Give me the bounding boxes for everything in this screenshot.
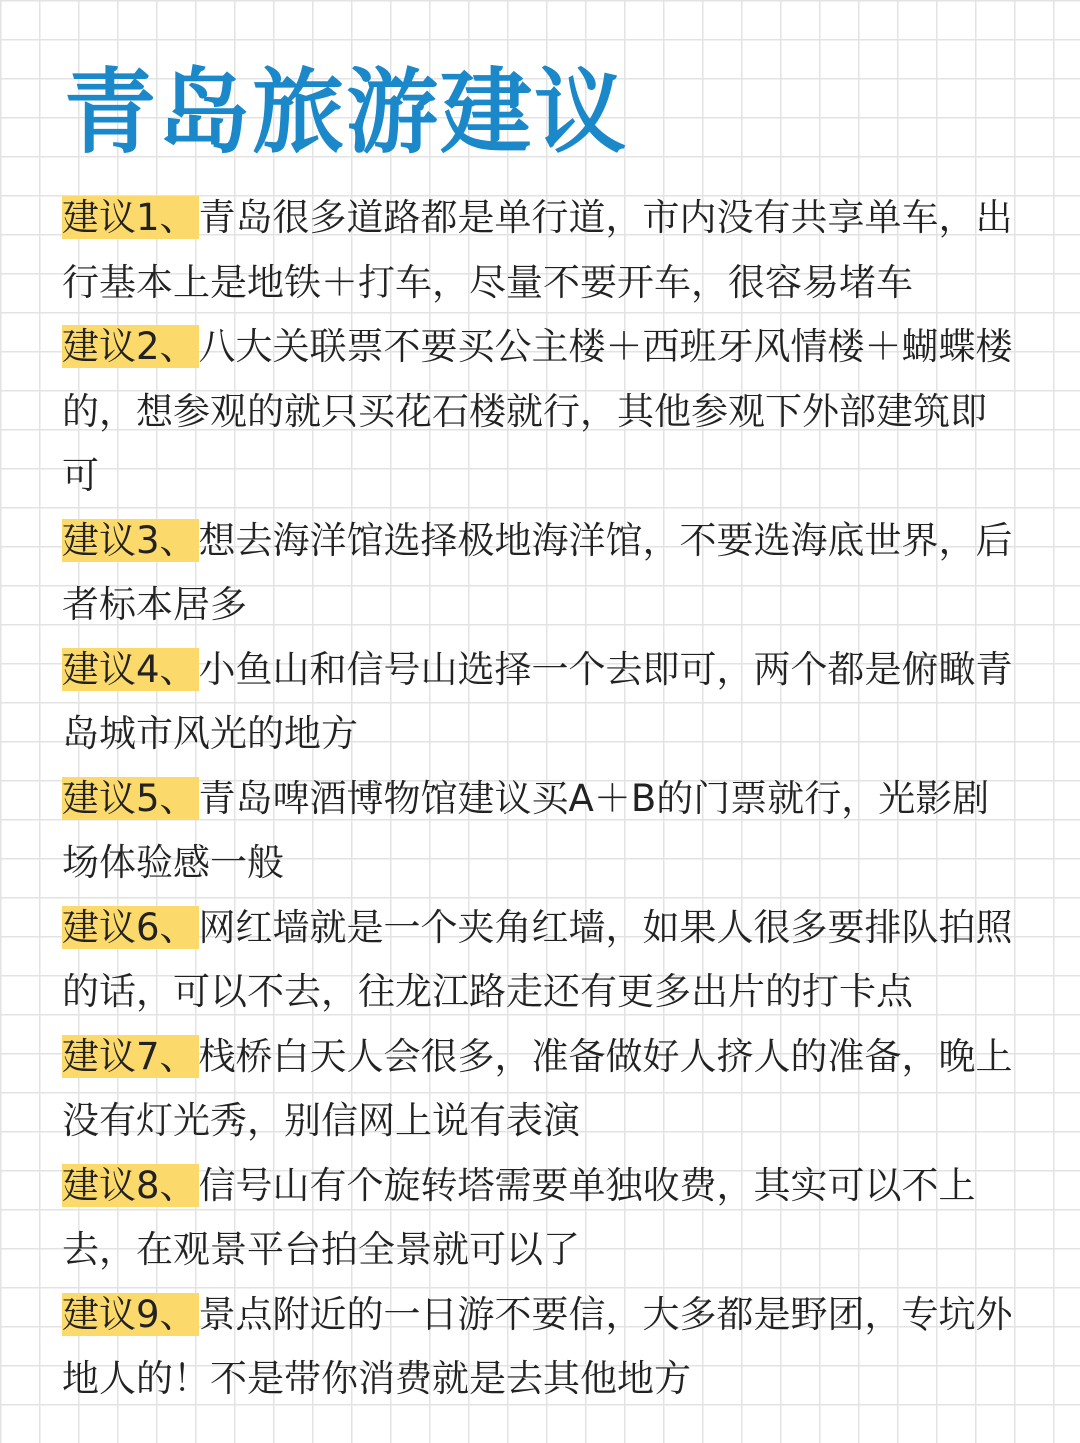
tip-item-5: [62, 767, 1022, 896]
tip-text: 想去海洋馆选择极地海洋馆，不要选海底世界，后者标本居多: [62, 518, 1013, 626]
tip-label: 建议5、: [62, 776, 197, 820]
tips-list: [62, 186, 1022, 1412]
tip-item-7: [62, 1025, 1022, 1154]
tip-text: 信号山有个旋转塔需要单独收费，其实可以不上去，在观景平台拍全景就可以了: [62, 1163, 976, 1271]
tip-item-4: [62, 638, 1022, 767]
tip-item-9: [62, 1283, 1022, 1412]
tip-label: 建议8、: [62, 1163, 197, 1207]
tip-text: 栈桥白天人会很多，准备做好人挤人的准备，晚上没有灯光秀，别信网上说有表演: [62, 1034, 1013, 1142]
tip-label: 建议9、: [62, 1292, 197, 1336]
tip-text: 景点附近的一日游不要信，大多都是野团，专坑外地人的！不是带你消费就是去其他地方: [62, 1292, 1013, 1400]
page-title: 青岛旅游建议: [64, 59, 629, 166]
tip-text: 青岛很多道路都是单行道，市内没有共享单车，出行基本上是地铁＋打车，尽量不要开车，很容易堵车: [62, 196, 1013, 304]
tip-text: 小鱼山和信号山选择一个去即可，两个都是俯瞰青岛城市风光的地方: [62, 647, 1013, 755]
tip-item-1: [62, 186, 1022, 315]
tip-label: 建议6、: [62, 905, 197, 949]
tip-text: 八大关联票不要买公主楼＋西班牙风情楼＋蝴蝶楼的，想参观的就只买花石楼就行，其他参观下外部建筑即可: [62, 325, 1013, 497]
tip-label: 建议1、: [62, 196, 197, 239]
tip-text: 网红墙就是一个夹角红墙，如果人很多要排队拍照的话，可以不去，往龙江路走还有更多出片的打卡点: [62, 905, 1013, 1013]
tip-item-3: [62, 509, 1022, 638]
tip-item-2: [62, 315, 1022, 509]
tip-label: 建议4、: [62, 647, 197, 691]
tip-label: 建议3、: [62, 518, 197, 562]
tip-item-8: [62, 1154, 1022, 1283]
tip-label: 建议7、: [62, 1034, 197, 1078]
tip-item-6: [62, 896, 1022, 1025]
tip-text: 青岛啤酒博物馆建议买A＋B的门票就行，光影剧场体验感一般: [62, 776, 990, 884]
tip-label: 建议2、: [62, 325, 197, 368]
